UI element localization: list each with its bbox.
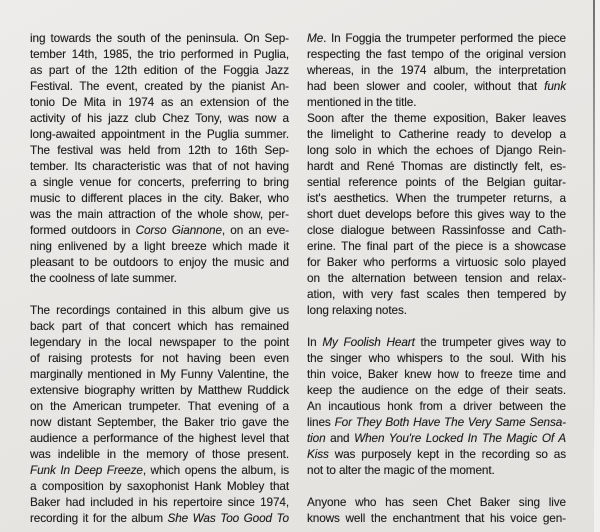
text-line: long relaxing notes. (307, 303, 407, 317)
paragraph-right-2 (307, 110, 566, 318)
text-line: erine. The final part of the piece is a showcase (307, 239, 566, 253)
text-line: pleasant to be outdoors to enjoy the music and (30, 255, 289, 269)
text-line: close dialogue between Rassinfosse and Cath- (307, 223, 566, 237)
text-line: long solo in which the echoes of Django Rein- (307, 143, 566, 157)
text-line: tember 14th, 1985, the trio performed in Puglia, (30, 47, 289, 61)
text-line: Me. In Foggia the trumpeter performed the piece (307, 31, 566, 45)
paragraph-right-3 (307, 334, 566, 478)
text-line: activity of his jazz club Chez Tony, was now a (30, 111, 289, 125)
text-line: sential reference points of the Belgian guitar- (307, 175, 566, 189)
text-line: a single venue for concerts, preferring to bring (30, 175, 289, 189)
text-line: In My Foolish Heart the trumpeter gives way to (307, 335, 566, 349)
text-line: extensive biography written by Matthew Ruddick (30, 383, 289, 397)
text-line: recording it for the album She Was Too Good To (30, 511, 289, 525)
text-line: An incautious honk from a driver between the (307, 399, 566, 413)
text-line: a composition by saxophonist Hank Mobley that (30, 479, 289, 493)
text-line: audience a performance of the highest level that (30, 431, 289, 445)
text-columns (30, 30, 566, 526)
paragraph-left-2 (30, 302, 289, 526)
paragraph-right-4 (307, 494, 566, 526)
text-line: back part of that concert which has remained (30, 319, 289, 333)
text-line: respecting the fast tempo of the original version (307, 47, 566, 61)
text-line: had been slower and cooler, without that funk (307, 79, 566, 93)
text-line: of raising protests for not having been even (30, 351, 289, 365)
text-line: music to different places in the city. Baker, who (30, 191, 289, 205)
text-line: whereas, in the 1974 album, the interpretation (307, 63, 566, 77)
text-line: knows well the enchantment that his voice gen- (307, 511, 566, 525)
text-line: the singer who whispers to the soul. With his (307, 351, 566, 365)
text-line: Soon after the theme exposition, Baker leaves (307, 111, 566, 125)
text-line: tonio De Mita in 1974 as an extension of the (30, 95, 289, 109)
text-line: ist's aesthetics. When the trumpeter returns, a (307, 191, 566, 205)
text-column-left (30, 30, 289, 526)
text-line: Anyone who has seen Chet Baker sing live (307, 495, 566, 509)
text-line: was indelible in the memory of those present. (30, 447, 289, 461)
paragraph-right-1 (307, 30, 566, 110)
page-edge-shadow (593, 0, 595, 532)
text-line: the limelight to Catherine ready to develop a (307, 127, 566, 141)
text-column-right (307, 30, 566, 526)
text-line: the coolness of late summer. (30, 271, 177, 285)
text-line: was the main attraction of the whole show, per- (30, 207, 289, 221)
text-line: mentioned in the title. (307, 95, 417, 109)
text-line: short duet develops before this gives way to the (307, 207, 566, 221)
text-line: marginally mentioned in My Funny Valentine, the (30, 367, 289, 381)
text-line: Baker had included in his repertoire since 1974, (30, 495, 289, 509)
text-line: not to alter the magic of the moment. (307, 463, 495, 477)
text-line: tion and When You're Locked In The Magic Of A (307, 431, 566, 445)
text-line: ning enlivened by a light breeze which made it (30, 239, 289, 253)
text-line: The recordings contained in this album give us (30, 303, 289, 317)
text-line: Kiss was purposely kept in the recording so as (307, 447, 566, 461)
text-line: now distant September, the Baker trio gave the (30, 415, 289, 429)
text-line: on the alternation between tension and relax- (307, 271, 566, 285)
text-line: lines For They Both Have The Very Same Sensa- (307, 415, 566, 429)
text-line: long-awaited appointment in the Puglia summer. (30, 127, 289, 141)
text-line: thin voice, Baker knew how to freeze time and (307, 367, 566, 381)
paragraph-left-1 (30, 30, 289, 286)
text-line: Festival. The event, created by the pianist An- (30, 79, 289, 93)
text-line: The festival was held from 12th to 16th Sep- (30, 143, 289, 157)
text-line: hardt and René Thomas are distinctly felt, es- (307, 159, 566, 173)
text-line: for Baker who performs a virtuosic solo played (307, 255, 566, 269)
text-line: on the American trumpeter. That evening of a (30, 399, 289, 413)
text-line: formed outdoors in Corso Giannone, on an eve- (30, 223, 289, 237)
text-line: Funk In Deep Freeze, which opens the album, is (30, 463, 289, 477)
text-line: legendary in the local newspaper to the point (30, 335, 289, 349)
text-line: ation, with very fast scales then tempered by (307, 287, 566, 301)
text-line: as part of the 12th edition of the Foggia Jazz (30, 63, 289, 77)
text-line: ing towards the south of the peninsula. On Sep- (30, 31, 289, 45)
text-line: tember. Its characteristic was that of not having (30, 159, 289, 173)
text-line: keep the audience on the edge of their seats. (307, 383, 566, 397)
